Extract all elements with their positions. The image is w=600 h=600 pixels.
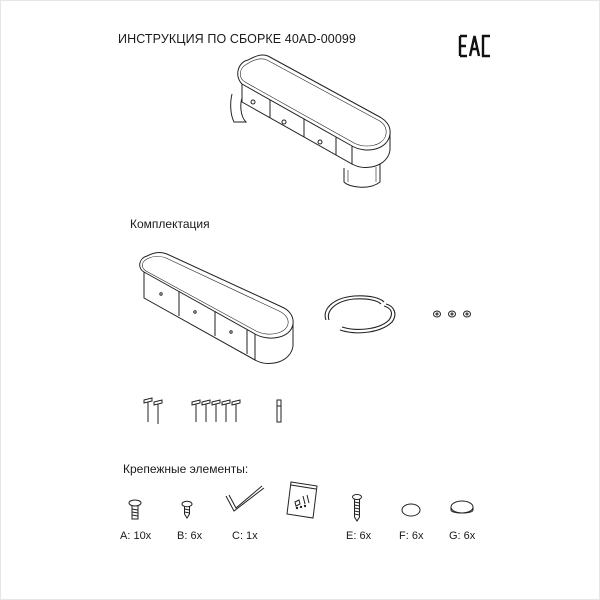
- page-title: ИНСТРУКЦИЯ ПО СБОРКЕ 40AD-00099: [118, 32, 356, 46]
- hex-key-icon: [224, 484, 266, 514]
- screws-group-2-illustration: [190, 396, 244, 426]
- fastener-label-a: A: 10x: [120, 530, 152, 542]
- screw-b-icon: [180, 500, 194, 520]
- pad-g-icon: [449, 499, 475, 519]
- kit-heading: Комплектация: [130, 217, 210, 231]
- dowel-illustration: [274, 398, 284, 424]
- parts-bag-icon: [283, 480, 321, 520]
- screw-e-icon: [351, 494, 363, 522]
- fastener-label-e: E: 6x: [346, 530, 372, 542]
- assembled-cabinet-illustration: [220, 50, 405, 190]
- small-caps-illustration: [430, 306, 474, 322]
- fastener-label-b: B: 6x: [177, 530, 203, 542]
- fastener-label-c: C: 1x: [232, 530, 258, 542]
- fastener-label-f: F: 6x: [399, 530, 424, 542]
- fasteners-heading: Крепежные элементы:: [123, 462, 249, 476]
- screw-a-icon: [127, 499, 143, 521]
- screws-group-1-illustration: [142, 396, 166, 426]
- fastener-label-g: G: 6x: [449, 530, 476, 542]
- eac-mark-icon: [458, 34, 492, 58]
- ring-base-illustration: [318, 290, 402, 338]
- cabinet-body-illustration: [135, 250, 300, 370]
- cap-f-icon: [400, 502, 422, 518]
